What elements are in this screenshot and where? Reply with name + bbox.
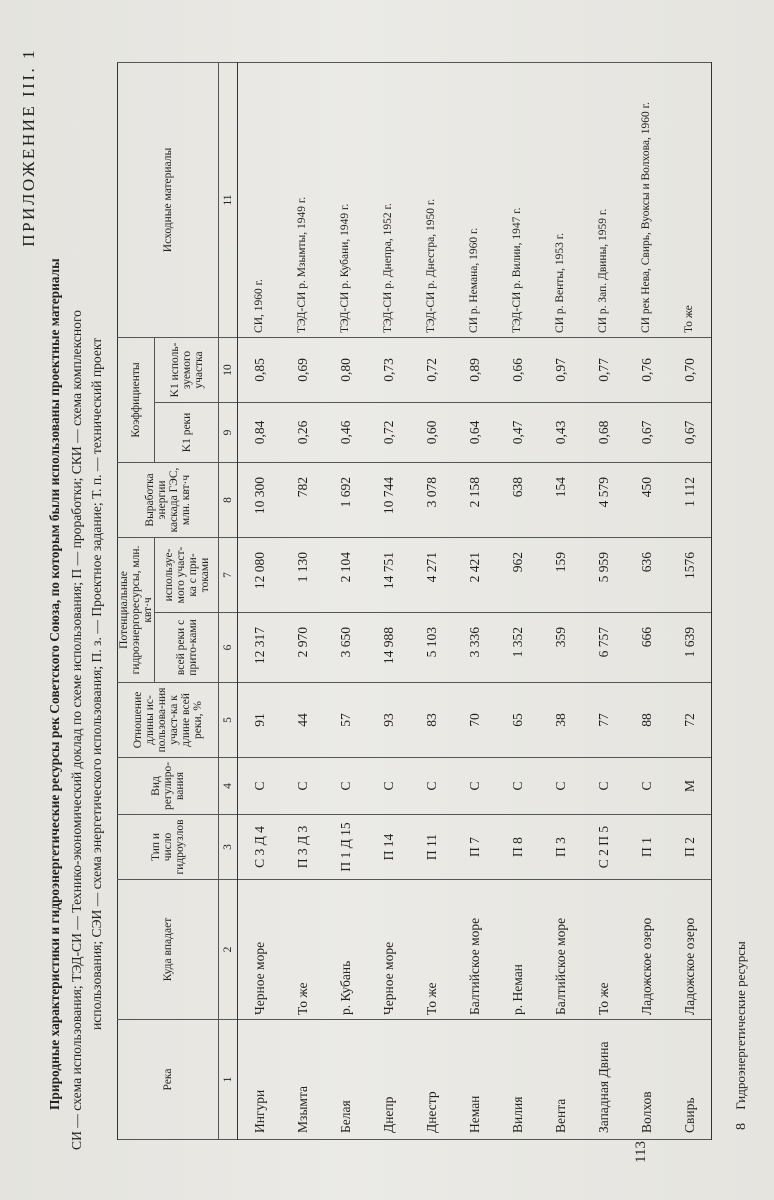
appendix-label: ПРИЛОЖЕНИЕ III. 1 [19, 48, 38, 247]
footer [733, 941, 750, 1130]
cell-output: 1 112 [668, 462, 712, 537]
cell-output: 3 078 [410, 462, 453, 537]
cell-river: Вилия [496, 1020, 539, 1140]
cell-ratio: 77 [582, 682, 625, 757]
cell-pot-all: 6 757 [582, 612, 625, 682]
cell-ratio: 65 [496, 682, 539, 757]
cell-mouth: Ладожское озеро [625, 880, 668, 1020]
footer-text: Гидроэнергетические ресурсы [733, 941, 748, 1110]
col-number: 9 [219, 402, 238, 462]
cell-output: 450 [625, 462, 668, 537]
cell-type: П 2 [668, 815, 712, 880]
cell-output: 782 [281, 462, 324, 537]
cell-ratio: 72 [668, 682, 712, 757]
cell-output: 2 158 [453, 462, 496, 537]
table-row [539, 62, 582, 1139]
cell-pot-all: 1 352 [496, 612, 539, 682]
cell-source: СИ р. Немана, 1960 г. [453, 62, 496, 337]
cell-river: Вента [539, 1020, 582, 1140]
cell-ratio: 88 [625, 682, 668, 757]
cell-ratio: 93 [367, 682, 410, 757]
table-row [496, 62, 539, 1139]
col-number: 8 [219, 462, 238, 537]
cell-k2: 0,66 [496, 337, 539, 402]
cell-output: 10 300 [238, 462, 282, 537]
cell-type: П 8 [496, 815, 539, 880]
cell-pot-used: 12 080 [238, 537, 282, 612]
cell-ratio: 38 [539, 682, 582, 757]
cell-output: 10 744 [367, 462, 410, 537]
footer-number: 8 [734, 1123, 749, 1130]
cell-pot-all: 359 [539, 612, 582, 682]
table-row [625, 62, 668, 1139]
cell-pot-used: 4 271 [410, 537, 453, 612]
header-potential: Потенциальные гидроэнергоресурсы, млн. квт·ч [118, 537, 155, 682]
cell-reg: С [625, 757, 668, 814]
cell-reg: С [453, 757, 496, 814]
cell-pot-used: 14 751 [367, 537, 410, 612]
cell-mouth: То же [281, 880, 324, 1020]
cell-river: Днепр [367, 1020, 410, 1140]
cell-k2: 0,70 [668, 337, 712, 402]
cell-k2: 0,72 [410, 337, 453, 402]
cell-output: 154 [539, 462, 582, 537]
table-body [238, 62, 712, 1139]
cell-river: Мзымта [281, 1020, 324, 1140]
cell-k2: 0,80 [324, 337, 367, 402]
cell-river: Волхов [625, 1020, 668, 1140]
cell-k2: 0,76 [625, 337, 668, 402]
table-row [410, 62, 453, 1139]
cell-mouth: р. Неман [496, 880, 539, 1020]
col-number: 2 [219, 880, 238, 1020]
table-title: Природные характеристики и гидроэнергетические ресурсы рек Советского Союза, по которым были использованы проектные материалы [47, 258, 62, 1110]
cell-k2: 0,77 [582, 337, 625, 402]
header-output: Выработка энергии каскада ГЭС, млн. квт·ч [118, 462, 219, 537]
cell-source: СИ р. Зап. Двины, 1959 г. [582, 62, 625, 337]
header-source: Исходные материалы [118, 62, 219, 337]
cell-river: Свирь [668, 1020, 712, 1140]
cell-river: Западная Двина [582, 1020, 625, 1140]
cell-k1: 0,46 [324, 402, 367, 462]
cell-k1: 0,60 [410, 402, 453, 462]
cell-mouth: Балтийское море [539, 880, 582, 1020]
cell-k2: 0,89 [453, 337, 496, 402]
cell-k2: 0,73 [367, 337, 410, 402]
cell-pot-used: 2 104 [324, 537, 367, 612]
cell-type: П 3 Д 3 [281, 815, 324, 880]
cell-output: 638 [496, 462, 539, 537]
col-number: 10 [219, 337, 238, 402]
cell-mouth: Балтийское море [453, 880, 496, 1020]
cell-mouth: Черное море [367, 880, 410, 1020]
cell-k1: 0,47 [496, 402, 539, 462]
page-number: 113 [633, 1141, 649, 1163]
cell-pot-all: 12 317 [238, 612, 282, 682]
header-coef: Коэффициенты [118, 337, 155, 462]
cell-type: П 7 [453, 815, 496, 880]
cell-pot-used: 2 421 [453, 537, 496, 612]
cell-reg: М [668, 757, 712, 814]
cell-mouth: Ладожское озеро [668, 880, 712, 1020]
cell-ratio: 57 [324, 682, 367, 757]
cell-k1: 0,64 [453, 402, 496, 462]
cell-pot-used: 962 [496, 537, 539, 612]
header-mouth: Куда впадает [118, 880, 219, 1020]
cell-source: ТЭД-СИ р. Вилии, 1947 г. [496, 62, 539, 337]
cell-mouth: То же [410, 880, 453, 1020]
cell-pot-all: 14 988 [367, 612, 410, 682]
cell-ratio: 44 [281, 682, 324, 757]
cell-type: П 1 [625, 815, 668, 880]
cell-k2: 0,69 [281, 337, 324, 402]
cell-ratio: 91 [238, 682, 282, 757]
cell-pot-all: 2 970 [281, 612, 324, 682]
cell-k1: 0,67 [668, 402, 712, 462]
cell-k1: 0,67 [625, 402, 668, 462]
cell-k1: 0,68 [582, 402, 625, 462]
table-row [281, 62, 324, 1139]
cell-k1: 0,72 [367, 402, 410, 462]
cell-pot-used: 5 959 [582, 537, 625, 612]
cell-output: 4 579 [582, 462, 625, 537]
cell-river: Ингури [238, 1020, 282, 1140]
cell-river: Белая [324, 1020, 367, 1140]
table-row [324, 62, 367, 1139]
cell-reg: С [539, 757, 582, 814]
col-number: 5 [219, 682, 238, 757]
cell-k2: 0,97 [539, 337, 582, 402]
cell-pot-all: 1 639 [668, 612, 712, 682]
cell-output: 1 692 [324, 462, 367, 537]
cell-reg: С [582, 757, 625, 814]
cell-mouth: Черное море [238, 880, 282, 1020]
header-river: Река [118, 1020, 219, 1140]
legend-line-2: использования; СЭИ — схема энергетического использования; П. з. — Проектное задание; Т. п. — технический проект [89, 337, 104, 1030]
cell-pot-all: 3 650 [324, 612, 367, 682]
cell-type: П 11 [410, 815, 453, 880]
cell-source: ТЭД-СИ р. Днестра, 1950 г. [410, 62, 453, 337]
header-pot-used: используе-мого участ-ка с при-токами [155, 537, 219, 612]
cell-river: Днестр [410, 1020, 453, 1140]
header-k2: K1 исполь-зуемого участка [155, 337, 219, 402]
cell-source: ТЭД-СИ р. Мзымты, 1949 г. [281, 62, 324, 337]
col-number: 3 [219, 815, 238, 880]
cell-pot-used: 1576 [668, 537, 712, 612]
cell-k2: 0,85 [238, 337, 282, 402]
cell-source: То же [668, 62, 712, 337]
cell-k1: 0,43 [539, 402, 582, 462]
col-number: 1 [219, 1020, 238, 1140]
cell-pot-all: 3 336 [453, 612, 496, 682]
cell-reg: С [238, 757, 282, 814]
cell-type: П 1 Д 15 [324, 815, 367, 880]
cell-type: П 3 [539, 815, 582, 880]
cell-source: ТЭД-СИ р. Кубани, 1949 г. [324, 62, 367, 337]
cell-pot-used: 1 130 [281, 537, 324, 612]
cell-pot-all: 5 103 [410, 612, 453, 682]
cell-reg: С [410, 757, 453, 814]
cell-pot-used: 159 [539, 537, 582, 612]
rotated-sheet [17, 30, 757, 1170]
data-table [117, 62, 712, 1140]
header-pot-all: всей реки с прито-ками [155, 612, 219, 682]
cell-k1: 0,26 [281, 402, 324, 462]
col-number: 6 [219, 612, 238, 682]
table-row [367, 62, 410, 1139]
table-row [668, 62, 712, 1139]
legend [67, 50, 107, 1150]
cell-river: Неман [453, 1020, 496, 1140]
header-k1: K1 реки [155, 402, 219, 462]
header-regulation: Вид регулиро-вания [118, 757, 219, 814]
legend-line-1: СИ — схема использования; ТЭД-СИ — Технико-экономический доклад по схеме использования; П — проработки; СКИ — схема комплексного [69, 310, 84, 1150]
cell-reg: С [496, 757, 539, 814]
col-number: 4 [219, 757, 238, 814]
cell-pot-all: 666 [625, 612, 668, 682]
cell-source: СИ, 1960 г. [238, 62, 282, 337]
cell-source: СИ рек Нева, Свирь, Вуоксы и Волхова, 1960 г. [625, 62, 668, 337]
cell-reg: С [281, 757, 324, 814]
table-row [582, 62, 625, 1139]
header-type: Тип и число гидроузлов [118, 815, 219, 880]
cell-reg: С [367, 757, 410, 814]
table-row [453, 62, 496, 1139]
cell-source: ТЭД-СИ р. Днепра, 1952 г. [367, 62, 410, 337]
header-ratio: Отношение длины ис-пользова-ния участ-ка к длине всей реки, % [118, 682, 219, 757]
col-number: 7 [219, 537, 238, 612]
cell-reg: С [324, 757, 367, 814]
cell-ratio: 70 [453, 682, 496, 757]
col-number: 11 [219, 62, 238, 337]
cell-ratio: 83 [410, 682, 453, 757]
cell-source: СИ р. Венты, 1953 г. [539, 62, 582, 337]
cell-mouth: То же [582, 880, 625, 1020]
cell-pot-used: 636 [625, 537, 668, 612]
cell-type: С 2 П 5 [582, 815, 625, 880]
table-row [238, 62, 282, 1139]
cell-type: П 14 [367, 815, 410, 880]
cell-mouth: р. Кубань [324, 880, 367, 1020]
cell-k1: 0,84 [238, 402, 282, 462]
cell-type: С 3 Д 4 [238, 815, 282, 880]
